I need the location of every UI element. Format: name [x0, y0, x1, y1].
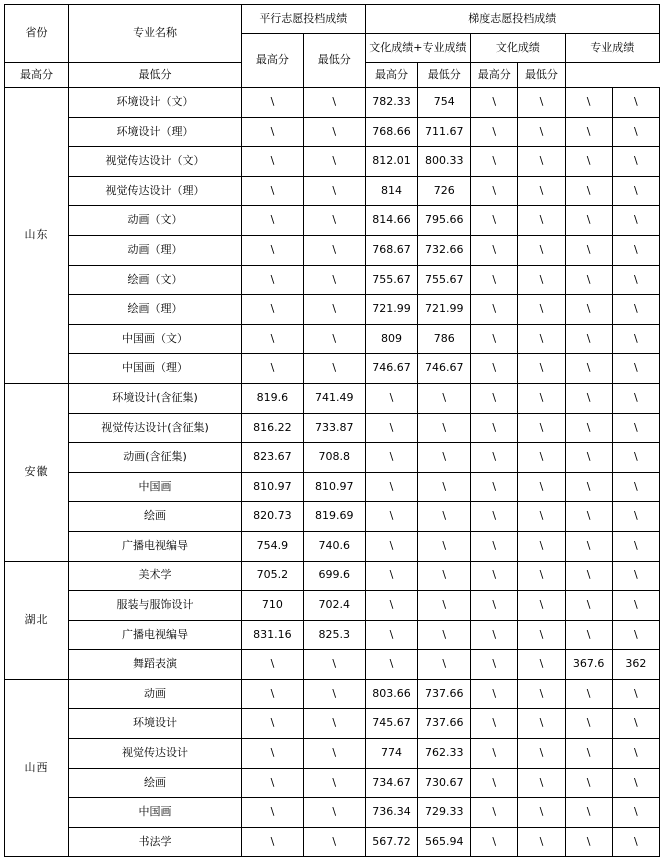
- major-name-cell: 动画（文）: [69, 206, 242, 236]
- major-name-cell: 广播电视编导: [69, 531, 242, 561]
- score-cell-w-high: \: [471, 827, 518, 857]
- score-cell-c-high: 814: [365, 176, 418, 206]
- score-cell-p-low: \: [303, 206, 365, 236]
- score-cell-p-high: 823.67: [242, 443, 304, 473]
- score-cell-w-high: \: [471, 176, 518, 206]
- score-cell-z-low: 362: [612, 650, 659, 680]
- score-cell-c-high: \: [365, 591, 418, 621]
- header-parallel-highest: 最高分: [242, 34, 304, 88]
- score-cell-z-low: \: [612, 739, 659, 769]
- table-row: [5, 620, 660, 650]
- score-cell-p-low: 699.6: [303, 561, 365, 591]
- header-row-groups: [5, 5, 660, 34]
- major-name-cell: 绘画（理）: [69, 295, 242, 325]
- score-cell-p-high: \: [242, 679, 304, 709]
- score-cell-w-high: \: [471, 768, 518, 798]
- major-name-cell: 绘画（文）: [69, 265, 242, 295]
- score-cell-w-low: \: [518, 768, 565, 798]
- score-cell-c-high: 734.67: [365, 768, 418, 798]
- score-cell-c-low: 726: [418, 176, 471, 206]
- score-cell-c-low: 730.67: [418, 768, 471, 798]
- header-culture-lowest: 最低分: [418, 63, 471, 88]
- score-cell-c-low: 762.33: [418, 739, 471, 769]
- score-cell-p-low: \: [303, 235, 365, 265]
- score-cell-z-low: \: [612, 679, 659, 709]
- score-cell-p-high: \: [242, 295, 304, 325]
- score-cell-p-low: \: [303, 709, 365, 739]
- score-cell-c-low: \: [418, 531, 471, 561]
- score-cell-z-high: \: [565, 295, 612, 325]
- score-cell-c-high: 803.66: [365, 679, 418, 709]
- score-cell-p-low: 708.8: [303, 443, 365, 473]
- score-cell-z-high: \: [565, 709, 612, 739]
- score-cell-c-low: 565.94: [418, 827, 471, 857]
- admission-score-table: [4, 4, 660, 857]
- score-cell-p-high: 705.2: [242, 561, 304, 591]
- score-cell-w-low: \: [518, 117, 565, 147]
- score-cell-z-low: \: [612, 354, 659, 384]
- score-cell-c-high: \: [365, 620, 418, 650]
- score-cell-p-low: \: [303, 768, 365, 798]
- score-cell-c-high: \: [365, 561, 418, 591]
- province-cell: 山西: [5, 679, 69, 857]
- score-cell-z-high: \: [565, 354, 612, 384]
- major-name-cell: 服装与服饰设计: [69, 591, 242, 621]
- table-row: [5, 295, 660, 325]
- score-cell-c-high: 782.33: [365, 88, 418, 118]
- score-cell-z-high: \: [565, 620, 612, 650]
- score-table-page: [0, 4, 664, 848]
- score-cell-p-high: \: [242, 354, 304, 384]
- score-cell-c-low: 786: [418, 324, 471, 354]
- score-cell-w-low: \: [518, 383, 565, 413]
- score-cell-p-high: \: [242, 739, 304, 769]
- score-cell-z-low: \: [612, 383, 659, 413]
- score-cell-w-low: \: [518, 176, 565, 206]
- score-cell-w-high: \: [471, 88, 518, 118]
- table-row: [5, 443, 660, 473]
- major-name-cell: 中国画（文）: [69, 324, 242, 354]
- header-province: 省份: [5, 5, 69, 63]
- score-cell-z-low: \: [612, 561, 659, 591]
- major-name-cell: 视觉传达设计: [69, 739, 242, 769]
- score-cell-c-high: 768.67: [365, 235, 418, 265]
- score-cell-w-high: \: [471, 383, 518, 413]
- score-cell-w-high: \: [471, 324, 518, 354]
- score-cell-w-high: \: [471, 265, 518, 295]
- score-cell-p-high: \: [242, 147, 304, 177]
- score-cell-w-high: \: [471, 798, 518, 828]
- header-parallel-lowest: 最低分: [303, 34, 365, 88]
- score-cell-c-high: 736.34: [365, 798, 418, 828]
- score-cell-p-high: \: [242, 827, 304, 857]
- score-cell-w-high: \: [471, 354, 518, 384]
- table-row: [5, 147, 660, 177]
- score-cell-p-low: \: [303, 88, 365, 118]
- score-cell-p-low: \: [303, 147, 365, 177]
- table-row: [5, 679, 660, 709]
- score-cell-z-low: \: [612, 206, 659, 236]
- table-row: [5, 472, 660, 502]
- header-gradient-group: 梯度志愿投档成绩: [365, 5, 659, 34]
- score-cell-z-high: \: [565, 88, 612, 118]
- score-cell-c-low: \: [418, 383, 471, 413]
- score-cell-c-low: \: [418, 472, 471, 502]
- score-cell-w-low: \: [518, 650, 565, 680]
- score-cell-z-low: \: [612, 295, 659, 325]
- score-cell-z-high: \: [565, 413, 612, 443]
- score-cell-z-low: \: [612, 443, 659, 473]
- score-cell-p-high: \: [242, 650, 304, 680]
- score-cell-p-high: 816.22: [242, 413, 304, 443]
- table-row: [5, 88, 660, 118]
- score-cell-p-high: \: [242, 709, 304, 739]
- score-cell-p-high: 831.16: [242, 620, 304, 650]
- score-cell-w-low: \: [518, 443, 565, 473]
- table-row: [5, 383, 660, 413]
- score-cell-c-low: \: [418, 443, 471, 473]
- major-name-cell: 环境设计（文）: [69, 88, 242, 118]
- province-cell: 安徽: [5, 383, 69, 561]
- score-cell-p-low: 702.4: [303, 591, 365, 621]
- score-cell-c-low: 746.67: [418, 354, 471, 384]
- table-body: [5, 88, 660, 857]
- score-cell-z-high: \: [565, 798, 612, 828]
- score-cell-p-low: 741.49: [303, 383, 365, 413]
- score-cell-c-high: 812.01: [365, 147, 418, 177]
- score-cell-p-low: \: [303, 354, 365, 384]
- major-name-cell: 视觉传达设计(含征集): [69, 413, 242, 443]
- major-name-cell: 中国画: [69, 798, 242, 828]
- score-cell-c-high: \: [365, 443, 418, 473]
- table-row: [5, 709, 660, 739]
- score-cell-z-low: \: [612, 472, 659, 502]
- province-cell: 湖北: [5, 561, 69, 679]
- table-row: [5, 235, 660, 265]
- table-row: [5, 265, 660, 295]
- table-row: [5, 117, 660, 147]
- table-row: [5, 531, 660, 561]
- score-cell-w-high: \: [471, 472, 518, 502]
- score-cell-p-high: \: [242, 265, 304, 295]
- major-name-cell: 动画（理）: [69, 235, 242, 265]
- score-cell-w-high: \: [471, 295, 518, 325]
- score-cell-z-high: \: [565, 591, 612, 621]
- score-cell-z-high: \: [565, 502, 612, 532]
- score-cell-c-low: \: [418, 502, 471, 532]
- score-cell-w-low: \: [518, 472, 565, 502]
- score-cell-z-high: \: [565, 324, 612, 354]
- score-cell-w-low: \: [518, 235, 565, 265]
- score-cell-w-low: \: [518, 798, 565, 828]
- score-cell-p-high: 810.97: [242, 472, 304, 502]
- major-name-cell: 舞蹈表演: [69, 650, 242, 680]
- score-cell-p-low: 733.87: [303, 413, 365, 443]
- score-cell-w-high: \: [471, 739, 518, 769]
- major-name-cell: 美术学: [69, 561, 242, 591]
- score-cell-p-high: \: [242, 768, 304, 798]
- score-cell-p-low: \: [303, 650, 365, 680]
- score-cell-c-high: \: [365, 502, 418, 532]
- header-culture-score: 文化成绩: [471, 34, 565, 63]
- score-cell-z-low: \: [612, 147, 659, 177]
- score-cell-c-low: 795.66: [418, 206, 471, 236]
- score-cell-p-high: \: [242, 235, 304, 265]
- score-cell-z-low: \: [612, 413, 659, 443]
- score-cell-z-high: \: [565, 383, 612, 413]
- score-cell-c-high: 721.99: [365, 295, 418, 325]
- score-cell-w-high: \: [471, 620, 518, 650]
- score-cell-p-low: \: [303, 827, 365, 857]
- score-cell-c-low: 729.33: [418, 798, 471, 828]
- table-row: [5, 324, 660, 354]
- score-cell-c-low: 721.99: [418, 295, 471, 325]
- major-name-cell: 环境设计（理）: [69, 117, 242, 147]
- score-cell-p-high: \: [242, 176, 304, 206]
- score-cell-z-high: \: [565, 147, 612, 177]
- score-cell-c-low: \: [418, 591, 471, 621]
- score-cell-c-low: \: [418, 561, 471, 591]
- table-row: [5, 650, 660, 680]
- score-cell-z-high: \: [565, 443, 612, 473]
- score-cell-w-high: \: [471, 413, 518, 443]
- major-name-cell: 绘画: [69, 502, 242, 532]
- score-cell-z-high: \: [565, 235, 612, 265]
- score-cell-z-high: \: [565, 265, 612, 295]
- score-cell-z-high: \: [565, 117, 612, 147]
- major-name-cell: 绘画: [69, 768, 242, 798]
- score-cell-w-high: \: [471, 561, 518, 591]
- score-cell-c-high: \: [365, 383, 418, 413]
- score-cell-c-high: 745.67: [365, 709, 418, 739]
- score-cell-z-low: \: [612, 768, 659, 798]
- score-cell-c-high: 746.67: [365, 354, 418, 384]
- score-cell-w-high: \: [471, 531, 518, 561]
- score-cell-w-low: \: [518, 620, 565, 650]
- score-cell-c-high: 809: [365, 324, 418, 354]
- score-cell-w-high: \: [471, 443, 518, 473]
- score-cell-p-low: \: [303, 265, 365, 295]
- table-row: [5, 502, 660, 532]
- score-cell-p-low: 740.6: [303, 531, 365, 561]
- table-row: [5, 561, 660, 591]
- score-cell-c-low: 737.66: [418, 679, 471, 709]
- score-cell-p-low: \: [303, 679, 365, 709]
- score-cell-z-low: \: [612, 176, 659, 206]
- score-cell-z-low: \: [612, 620, 659, 650]
- score-cell-c-low: 737.66: [418, 709, 471, 739]
- score-cell-w-high: \: [471, 591, 518, 621]
- score-cell-w-low: \: [518, 147, 565, 177]
- table-row: [5, 591, 660, 621]
- score-cell-w-high: \: [471, 502, 518, 532]
- score-cell-w-low: \: [518, 88, 565, 118]
- table-row: [5, 176, 660, 206]
- score-cell-c-low: \: [418, 620, 471, 650]
- score-cell-z-high: \: [565, 206, 612, 236]
- score-cell-c-high: \: [365, 472, 418, 502]
- major-name-cell: 环境设计: [69, 709, 242, 739]
- score-cell-c-low: 755.67: [418, 265, 471, 295]
- score-cell-w-low: \: [518, 265, 565, 295]
- major-name-cell: 书法学: [69, 827, 242, 857]
- table-row: [5, 413, 660, 443]
- score-cell-z-low: \: [612, 88, 659, 118]
- header-parallel-group: 平行志愿投档成绩: [242, 5, 366, 34]
- score-cell-z-high: \: [565, 827, 612, 857]
- major-name-cell: 动画: [69, 679, 242, 709]
- score-cell-w-low: \: [518, 413, 565, 443]
- score-cell-w-high: \: [471, 235, 518, 265]
- score-cell-z-low: \: [612, 502, 659, 532]
- score-cell-c-low: 754: [418, 88, 471, 118]
- score-cell-c-high: 814.66: [365, 206, 418, 236]
- score-cell-p-high: \: [242, 206, 304, 236]
- score-cell-z-low: \: [612, 709, 659, 739]
- score-cell-z-low: \: [612, 117, 659, 147]
- score-cell-z-low: \: [612, 591, 659, 621]
- score-cell-p-low: 825.3: [303, 620, 365, 650]
- major-name-cell: 视觉传达设计（理）: [69, 176, 242, 206]
- table-row: [5, 739, 660, 769]
- score-cell-z-low: \: [612, 324, 659, 354]
- score-cell-w-low: \: [518, 739, 565, 769]
- score-cell-z-high: \: [565, 768, 612, 798]
- header-cplusm-lowest: 最低分: [69, 63, 242, 88]
- score-cell-p-high: \: [242, 88, 304, 118]
- score-cell-c-high: 774: [365, 739, 418, 769]
- score-cell-z-high: 367.6: [565, 650, 612, 680]
- score-cell-w-low: \: [518, 502, 565, 532]
- score-cell-c-low: 800.33: [418, 147, 471, 177]
- score-cell-w-low: \: [518, 531, 565, 561]
- header-majorscore-lowest: 最低分: [518, 63, 565, 88]
- score-cell-p-low: 819.69: [303, 502, 365, 532]
- table-row: [5, 354, 660, 384]
- major-name-cell: 视觉传达设计（文）: [69, 147, 242, 177]
- table-row: [5, 768, 660, 798]
- score-cell-z-high: \: [565, 739, 612, 769]
- score-cell-w-low: \: [518, 206, 565, 236]
- score-cell-p-high: 710: [242, 591, 304, 621]
- score-cell-p-low: \: [303, 324, 365, 354]
- header-major: 专业名称: [69, 5, 242, 63]
- score-cell-c-high: 567.72: [365, 827, 418, 857]
- score-cell-p-high: \: [242, 798, 304, 828]
- score-cell-p-low: \: [303, 798, 365, 828]
- score-cell-p-low: \: [303, 176, 365, 206]
- header-major-score: 专业成绩: [565, 34, 659, 63]
- score-cell-z-low: \: [612, 798, 659, 828]
- score-cell-c-low: \: [418, 650, 471, 680]
- header-cplusm-highest: 最高分: [5, 63, 69, 88]
- score-cell-w-low: \: [518, 679, 565, 709]
- score-cell-w-high: \: [471, 679, 518, 709]
- header-culture-highest: 最高分: [365, 63, 418, 88]
- score-cell-z-high: \: [565, 561, 612, 591]
- score-cell-w-high: \: [471, 650, 518, 680]
- major-name-cell: 环境设计(含征集): [69, 383, 242, 413]
- score-cell-w-high: \: [471, 206, 518, 236]
- score-cell-z-high: \: [565, 472, 612, 502]
- score-cell-w-high: \: [471, 147, 518, 177]
- score-cell-w-high: \: [471, 709, 518, 739]
- table-header: [5, 5, 660, 88]
- score-cell-p-high: 754.9: [242, 531, 304, 561]
- score-cell-z-low: \: [612, 531, 659, 561]
- score-cell-z-high: \: [565, 176, 612, 206]
- major-name-cell: 广播电视编导: [69, 620, 242, 650]
- score-cell-c-high: \: [365, 531, 418, 561]
- table-row: [5, 827, 660, 857]
- major-name-cell: 中国画: [69, 472, 242, 502]
- header-majorscore-highest: 最高分: [471, 63, 518, 88]
- score-cell-p-low: \: [303, 295, 365, 325]
- score-cell-w-low: \: [518, 354, 565, 384]
- major-name-cell: 动画(含征集): [69, 443, 242, 473]
- major-name-cell: 中国画（理）: [69, 354, 242, 384]
- score-cell-p-high: \: [242, 324, 304, 354]
- score-cell-z-low: \: [612, 265, 659, 295]
- score-cell-c-high: 755.67: [365, 265, 418, 295]
- score-cell-z-low: \: [612, 235, 659, 265]
- score-cell-p-high: \: [242, 117, 304, 147]
- table-row: [5, 798, 660, 828]
- header-culture-plus-major: 文化成绩+专业成绩: [365, 34, 471, 63]
- score-cell-z-low: \: [612, 827, 659, 857]
- score-cell-p-high: 819.6: [242, 383, 304, 413]
- score-cell-w-low: \: [518, 324, 565, 354]
- score-cell-p-low: \: [303, 117, 365, 147]
- table-row: [5, 206, 660, 236]
- score-cell-w-low: \: [518, 591, 565, 621]
- score-cell-w-high: \: [471, 117, 518, 147]
- score-cell-c-low: \: [418, 413, 471, 443]
- score-cell-c-low: 732.66: [418, 235, 471, 265]
- province-cell: 山东: [5, 88, 69, 384]
- score-cell-p-high: 820.73: [242, 502, 304, 532]
- score-cell-w-low: \: [518, 709, 565, 739]
- score-cell-p-low: 810.97: [303, 472, 365, 502]
- score-cell-z-high: \: [565, 531, 612, 561]
- score-cell-w-low: \: [518, 827, 565, 857]
- score-cell-c-high: \: [365, 650, 418, 680]
- score-cell-w-low: \: [518, 295, 565, 325]
- score-cell-c-low: 711.67: [418, 117, 471, 147]
- score-cell-z-high: \: [565, 679, 612, 709]
- score-cell-w-low: \: [518, 561, 565, 591]
- score-cell-c-high: 768.66: [365, 117, 418, 147]
- score-cell-c-high: \: [365, 413, 418, 443]
- score-cell-p-low: \: [303, 739, 365, 769]
